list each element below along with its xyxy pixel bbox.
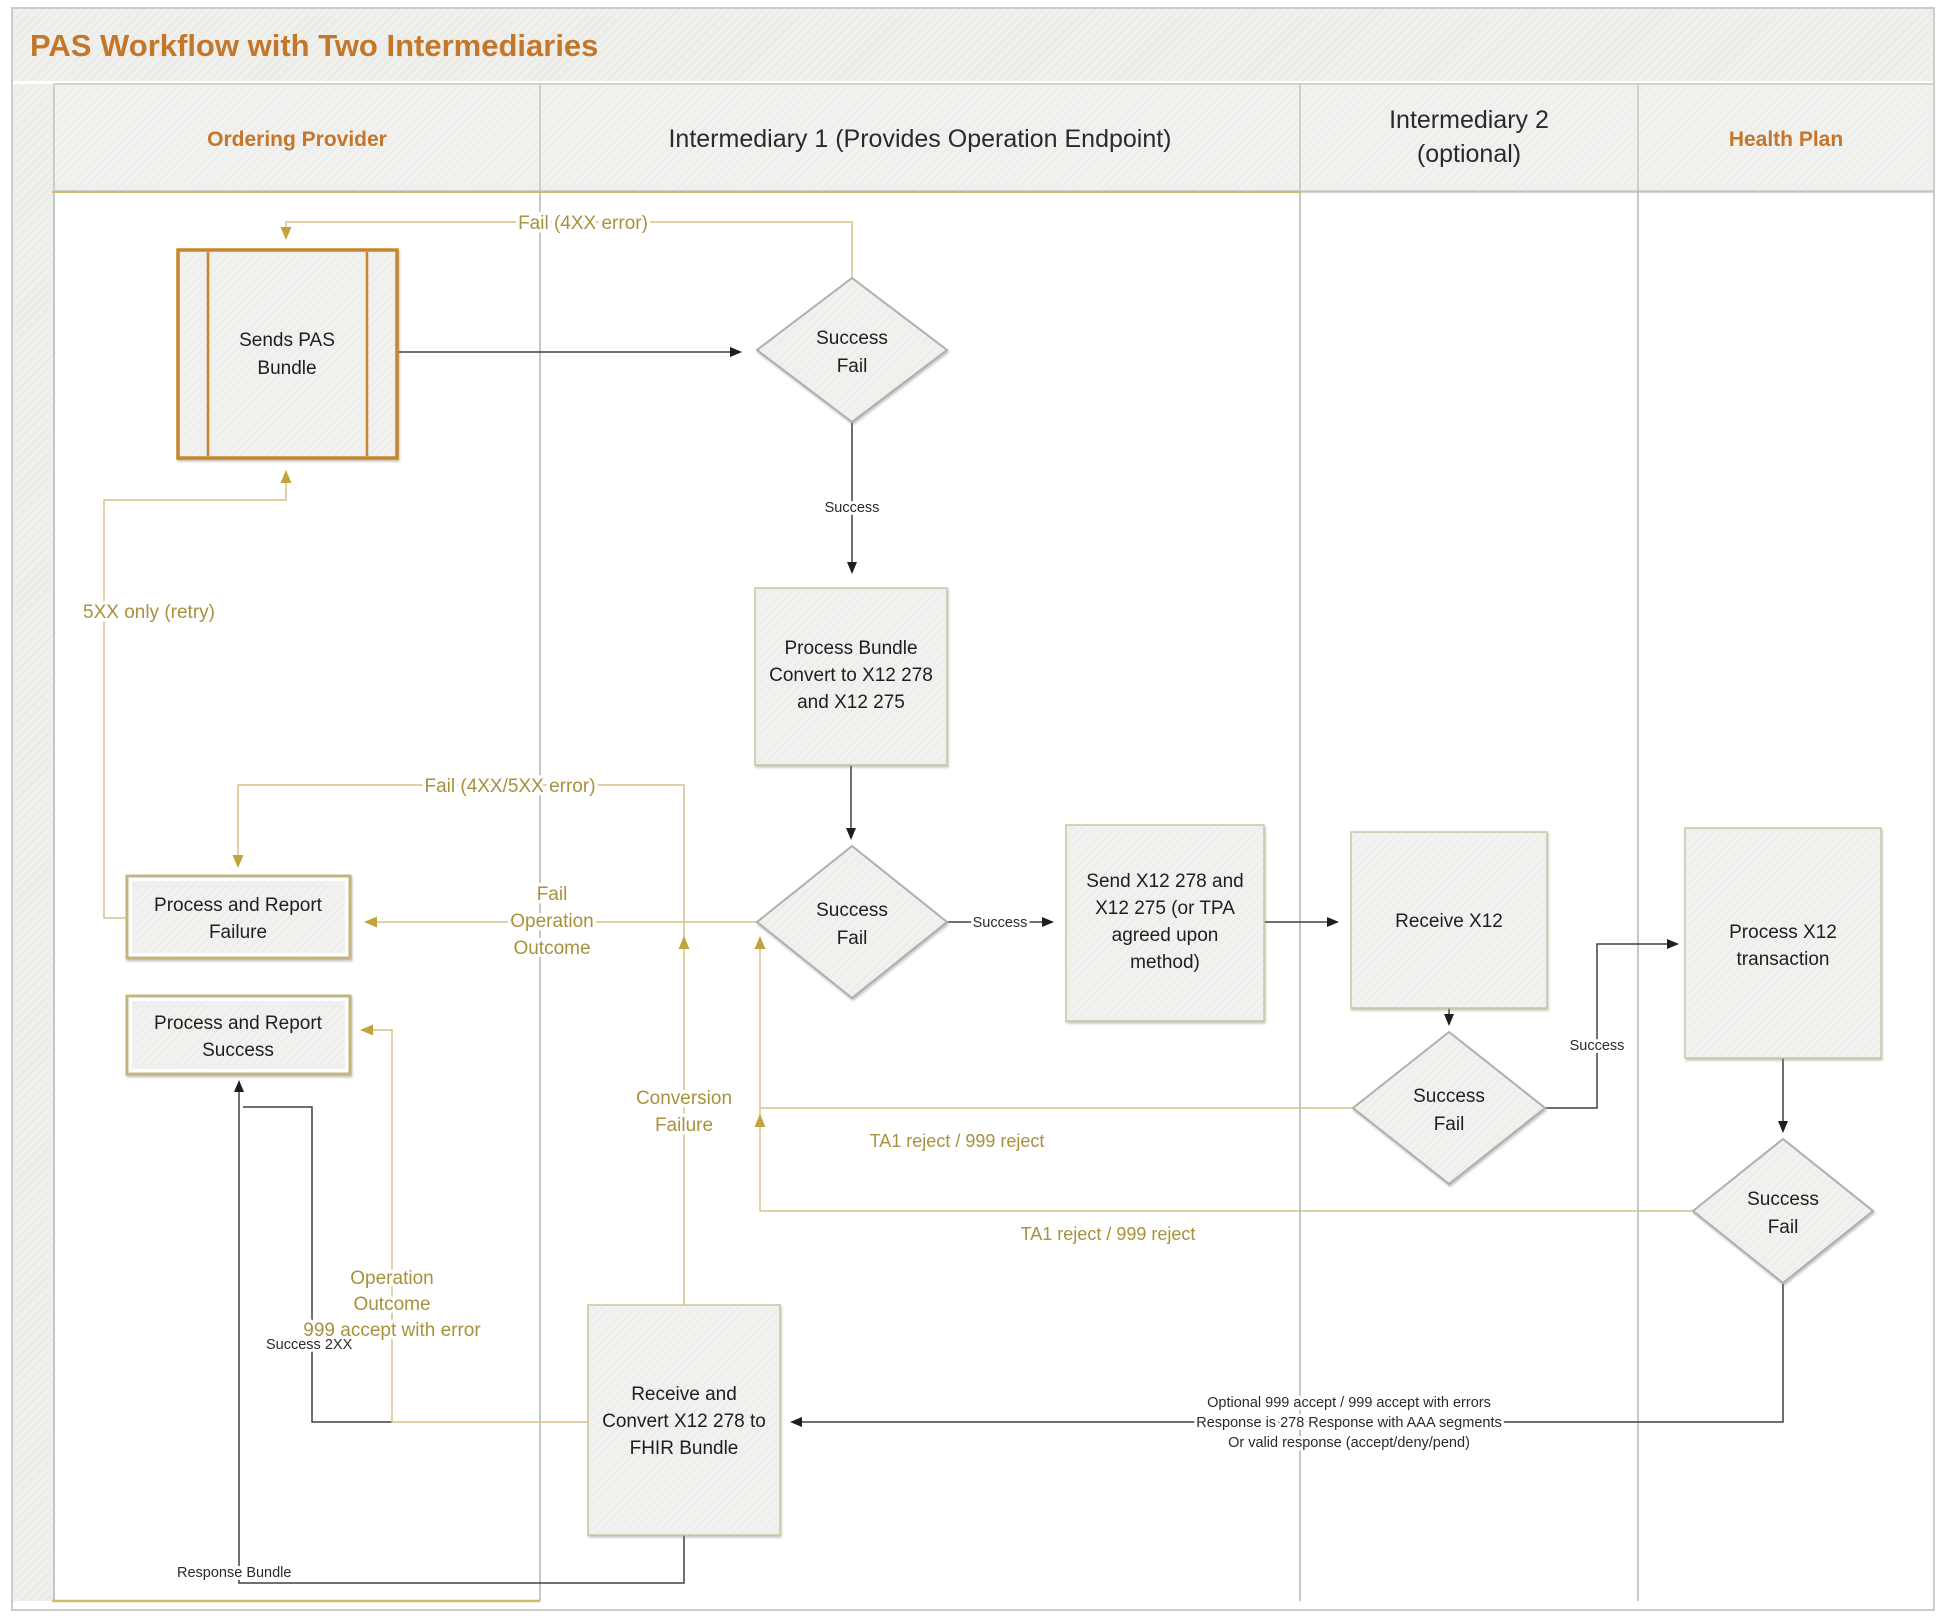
label-optional-999-2: Response is 278 Response with AAA segments [1196, 1415, 1502, 1431]
node-text: Success [1747, 1189, 1819, 1210]
node-send-x12 [1066, 825, 1264, 1021]
label-retry-5xx: 5XX only (retry) [83, 602, 215, 623]
node-text: Process Bundle [784, 638, 918, 659]
node-text: method) [1130, 952, 1200, 973]
node-text: Success [202, 1040, 274, 1061]
label-success-2xx: Success 2XX [266, 1337, 353, 1353]
label-ta1-reject-2: TA1 reject / 999 reject [1020, 1224, 1196, 1244]
node-text: Process and Report [154, 1013, 322, 1034]
process-box [1066, 825, 1264, 1021]
label-op-outcome-999-3: 999 accept with error [303, 1320, 481, 1341]
node-text: and X12 275 [797, 692, 905, 713]
node-receive-x12 [1351, 832, 1547, 1008]
pool-label-strip [13, 84, 54, 1601]
lane-title-intermediary-2: Intermediary 2 [1389, 106, 1549, 134]
node-text: Bundle [257, 358, 317, 379]
node-text: Success [1413, 1086, 1485, 1107]
node-text: Fail [836, 928, 868, 949]
label-optional-999-1: Optional 999 accept / 999 accept with errors [1207, 1395, 1491, 1411]
lane-header-intermediary-2 [1300, 84, 1638, 191]
lane-title-intermediary-1: Intermediary 1 (Provides Operation Endpoint) [668, 125, 1172, 153]
node-text: Send X12 278 and [1086, 871, 1244, 892]
label-fail-op-outcome-3: Outcome [513, 938, 591, 959]
label-success-1: Success [824, 500, 880, 516]
node-text: Fail [1767, 1217, 1799, 1238]
node-text: Receive and [631, 1384, 737, 1405]
node-text: Fail [836, 356, 868, 377]
label-fail-op-outcome-2: Operation [510, 911, 594, 932]
label-fail-4xx5xx: Fail (4XX/5XX error) [424, 776, 596, 797]
node-text: Process and Report [154, 895, 322, 916]
node-text: Convert X12 278 to [602, 1411, 766, 1432]
label-op-outcome-999-2: Outcome [353, 1294, 431, 1315]
process-box [1685, 828, 1881, 1058]
node-text: Process X12 [1729, 922, 1837, 943]
node-text: transaction [1736, 949, 1830, 970]
page-title: PAS Workflow with Two Intermediaries [30, 28, 599, 63]
node-process-report-failure [127, 876, 350, 958]
node-process-report-success [127, 996, 350, 1074]
node-sends-pas-bundle [178, 250, 397, 458]
node-text: Success [816, 900, 888, 921]
node-text: Success [816, 328, 888, 349]
label-op-outcome-999-1: Operation [350, 1268, 434, 1289]
lane-title-ordering-provider: Ordering Provider [207, 128, 387, 151]
node-text: Receive X12 [1395, 911, 1503, 932]
label-conversion-failure-2: Failure [654, 1115, 714, 1136]
node-text: Fail [1433, 1114, 1465, 1135]
node-receive-convert [588, 1305, 780, 1535]
label-success-2: Success [972, 915, 1028, 931]
label-fail-4xx: Fail (4XX error) [518, 213, 648, 234]
label-response-bundle: Response Bundle [177, 1565, 292, 1581]
node-process-x12 [1685, 828, 1881, 1058]
lane-title-intermediary-2-sub: (optional) [1416, 140, 1522, 168]
node-text: agreed upon [1111, 925, 1219, 946]
node-text: Sends PAS [239, 330, 335, 351]
lane-headers [52, 84, 1934, 192]
label-fail-op-outcome-1: Fail [536, 884, 568, 905]
node-text: Failure [208, 922, 268, 943]
node-text: Convert to X12 278 [769, 665, 933, 686]
label-optional-999-3: Or valid response (accept/deny/pend) [1228, 1435, 1470, 1451]
node-text: FHIR Bundle [629, 1438, 739, 1459]
node-process-bundle [755, 588, 947, 765]
node-text: X12 275 (or TPA [1095, 898, 1235, 919]
subprocess-box [178, 250, 397, 458]
label-ta1-reject-1: TA1 reject / 999 reject [869, 1131, 1045, 1151]
label-conversion-failure-1: Conversion [635, 1088, 733, 1109]
label-success-3: Success [1569, 1038, 1625, 1054]
lane-title-health-plan: Health Plan [1728, 128, 1844, 151]
